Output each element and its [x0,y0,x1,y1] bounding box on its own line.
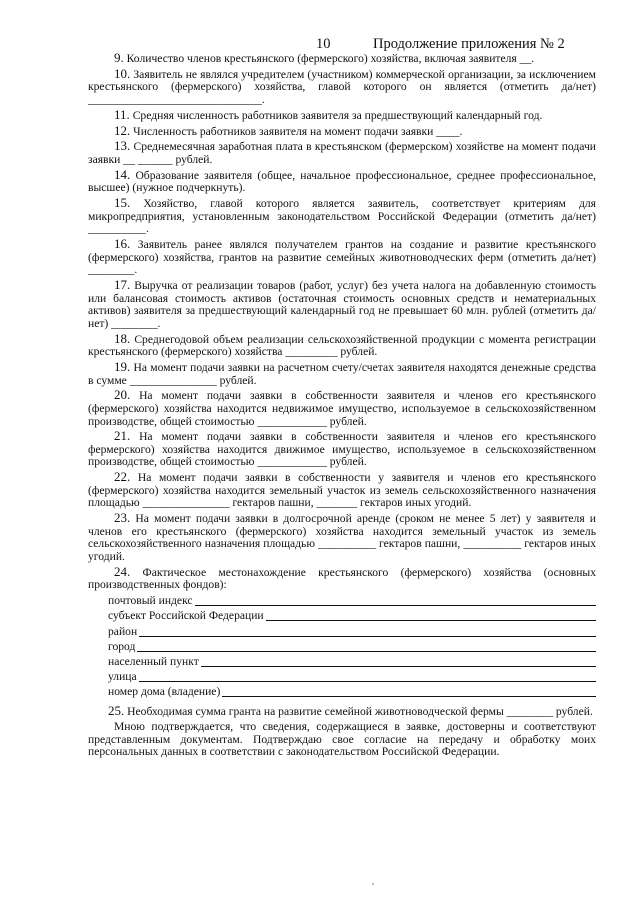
address-field-label: район [108,624,138,638]
item-number: 23. [114,510,131,526]
item-number: 15. [114,195,131,211]
item-number: 10. [114,65,131,81]
item-number: 14. [114,166,131,182]
address-fields [88,594,596,700]
item-9 [88,52,596,66]
item-21 [88,430,596,469]
item-number: 12. [114,122,131,138]
appendix-title: Продолжение приложения № 2 [373,36,565,52]
address-field-row[interactable] [108,670,596,685]
address-field-label: номер дома (владение) [108,685,221,699]
item-text: Средняя численность работников заявителя за предшествующий календарный год. [132,108,543,122]
item-12 [88,122,596,139]
item-14 [88,166,596,195]
form-items [88,52,596,592]
item-number: 25. [108,703,125,719]
item-text: Выручка от реализации товаров (работ, услуг) без учета налога на добавленную стоимость или балансовая стоимость активов (остаточная стоимость основных средств и нематериальных активов) заявителя за предшествующий календарный год не превышает 60 млн. рублей (отметить да/нет) ________. [88,279,596,330]
item-11 [88,106,596,123]
address-field-row[interactable] [108,594,596,609]
item-text: Среднемесячная заработная плата в крестьянском (фермерском) хозяйстве на момент подачи заявки __ ______ рублей. [88,140,596,166]
item-text: Хозяйство, главой которого является заявитель, соответствует критериям для микропредприятия, установленным законодательством Российской Федерации (отметить да/нет) __________. [88,197,596,236]
address-field-label: улица [108,670,137,684]
item-18 [88,330,596,359]
item-text: Количество членов крестьянского (фермерского) хозяйства, включая заявителя __. [126,52,535,65]
item-text: Заявитель не являлся учредителем (участником) коммерческой организации, за исключением крестьянского (фермерского) хозяйства, главой которого он является (отметить да/нет) ______________________________. [88,67,596,106]
page-number: 10 [316,36,331,52]
fill-line[interactable] [108,651,596,652]
item-10 [88,65,596,107]
address-field-label: населенный пункт [108,654,199,668]
item-number: 20. [114,387,131,403]
item-number: 19. [114,358,131,374]
item-number: 17. [114,277,131,292]
item-text: Необходимая сумма гранта на развитие семейной животноводческой фермы ________ рублей. [127,705,593,719]
address-field-row[interactable] [108,640,596,655]
item-text: Фактическое местонахождение крестьянского (фермерского) хозяйства (основных производственных фондов): [88,565,597,592]
item-number: 9. [114,50,124,65]
item-text: На момент подачи заявки в собственности заявителя и членов его крестьянского (фермерского) хозяйства находится недвижимое имущество, используемое в сельскохозяйственном производстве, общей стоимостью ____________ рублей. [88,389,596,428]
fill-line[interactable] [108,636,596,637]
item-16 [88,238,596,277]
item-24 [88,563,597,592]
item-text: Образование заявителя (общее, начальное профессиональное, среднее профессиональное, высшее) (нужное подчеркнуть). [88,168,596,195]
item-text: На момент подачи заявки на расчетном счету/счетах заявителя находятся денежные средства в сумме _______________ рублей. [88,360,597,387]
item-22 [88,471,596,510]
item-19 [88,358,597,387]
item-text: На момент подачи заявки в долгосрочной аренде (сроком не менее 5 лет) у заявителя и членов его крестьянского (фермерского) хозяйства находится земельный участок из земель сельскохозяйственного назначения площадью __________ гектаров пашни, __________ гектаров иных угодий. [88,512,596,563]
address-field-row[interactable] [108,625,596,640]
page-header [88,30,596,52]
fill-line[interactable] [108,681,596,682]
item-25 [88,705,596,719]
item-23 [88,512,596,563]
address-field-row[interactable] [108,609,596,624]
item-text: Численность работников заявителя на момент подачи заявки ____. [133,124,463,138]
item-text: На момент подачи заявки в собственности у заявителя и членов его крестьянского (фермерского) хозяйства находится земельный участок из земель сельскохозяйственного назначения площадью _______________ гектаров пашни, _______ гектаров иных угодий. [88,471,596,510]
item-number: 13. [114,138,131,154]
address-field-label: субъект Российской Федерации [108,609,264,623]
scan-speck [372,883,374,885]
address-field-label: почтовый индекс [108,594,193,608]
item-number: 21. [114,428,131,444]
item-text: Среднегодовой объем реализации сельскохозяйственной продукции с момента регистрации крестьянского (фермерского) хозяйства _________ рублей. [88,332,596,359]
item-number: 22. [114,469,131,485]
item-13 [88,140,596,166]
item-text: Заявитель ранее являлся получателем грантов на создание и развитие крестьянского (фермерского) хозяйства, грантов на развитие семейных животноводческих ферм (отметить да/нет) ________. [88,238,596,277]
item-20 [88,389,596,428]
item-number: 18. [114,330,131,346]
item-17 [88,279,596,330]
item-text: На момент подачи заявки в собственности заявителя и членов его крестьянского фермерского) хозяйства находится движимое имущество, используемое в сельскохозяйственном производстве, общей стоимостью ____________ рублей. [88,430,596,469]
address-field-row[interactable] [108,685,596,700]
item-number: 24. [114,563,131,579]
item-15 [88,197,596,236]
confirmation-text: Мною подтверждается, что сведения, содержащиеся в заявке, достоверны и соответствуют представленным документам. Подтверждаю свое согласие на передачу и обработку моих персональных данных в соответствии с законодательством Российской Федерации. [88,720,596,759]
item-number: 16. [114,236,131,252]
document-page [88,30,596,761]
address-field-label: город [108,639,136,653]
address-field-row[interactable] [108,655,596,670]
item-number: 11. [114,106,130,122]
